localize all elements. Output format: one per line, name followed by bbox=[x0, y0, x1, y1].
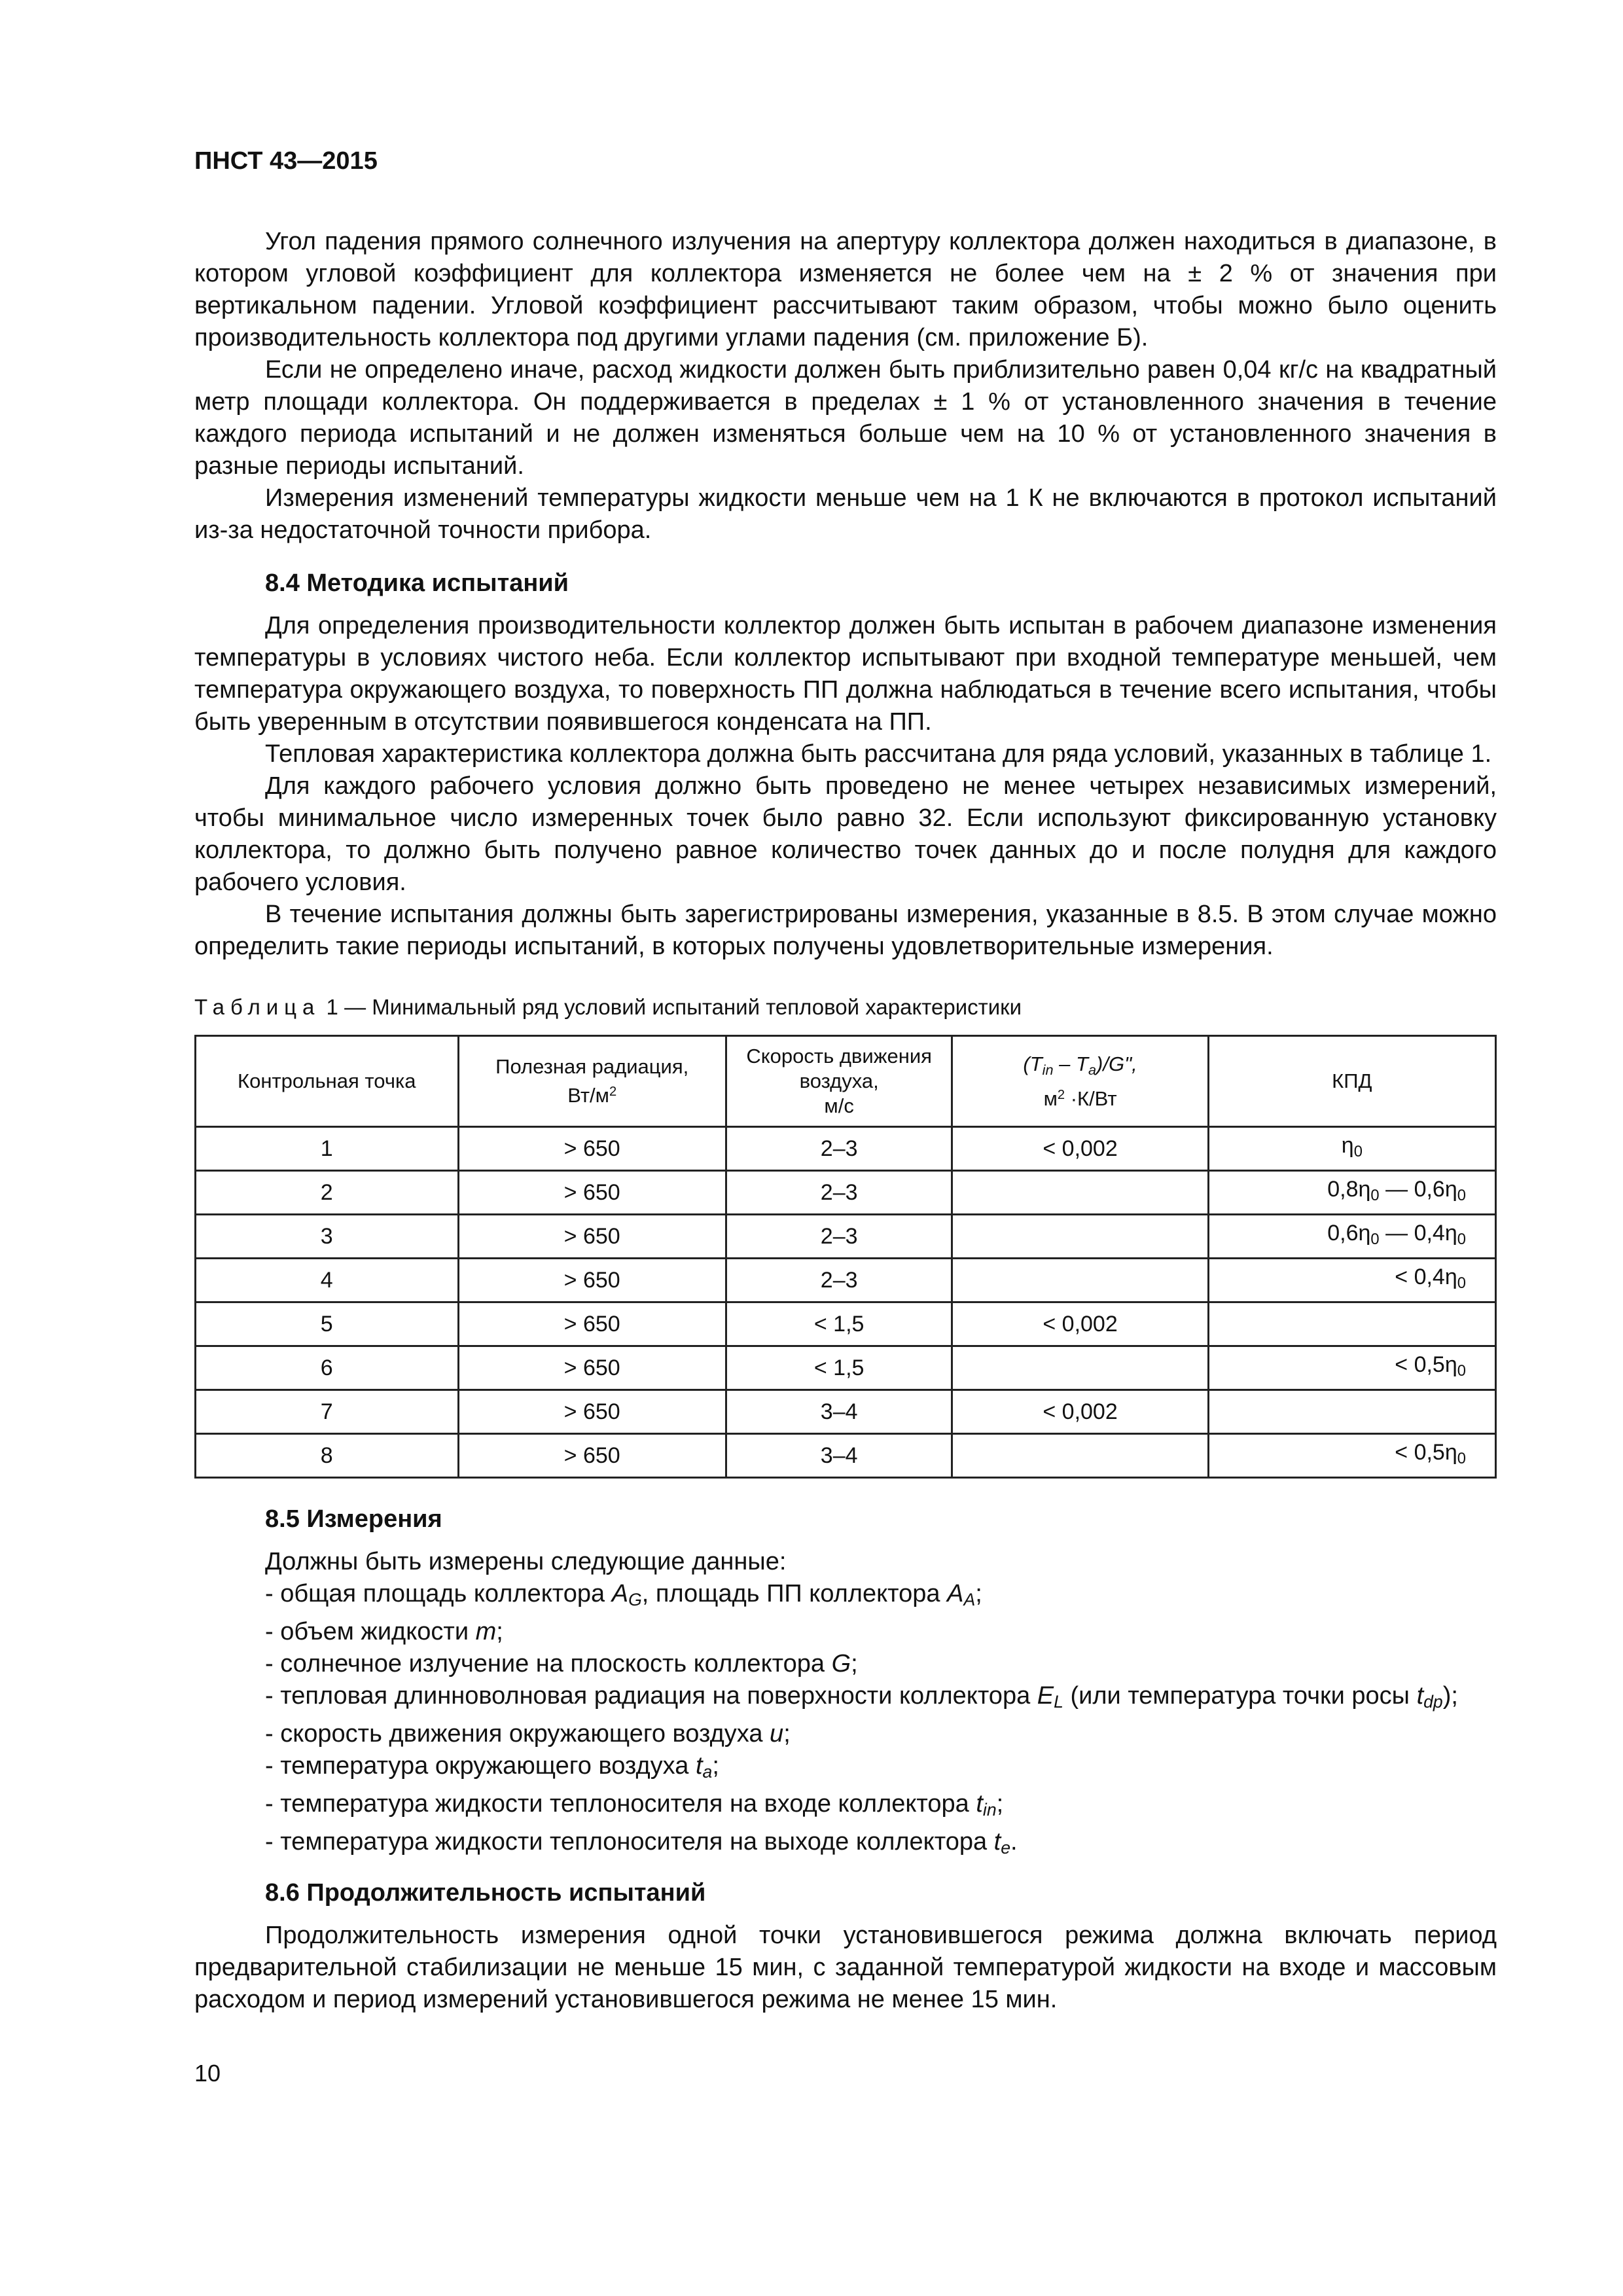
cell-speed: 3–4 bbox=[726, 1434, 952, 1478]
cell-efficiency bbox=[1208, 1302, 1495, 1346]
cell-speed: 2–3 bbox=[726, 1171, 952, 1215]
cell-radiation: > 650 bbox=[458, 1434, 726, 1478]
cell-speed: 2–3 bbox=[726, 1215, 952, 1259]
test-conditions-table bbox=[194, 1035, 1497, 1479]
table-header-row bbox=[196, 1036, 1496, 1127]
cell-point: 2 bbox=[196, 1171, 459, 1215]
cell-efficiency: < $0,5\eta_0$ bbox=[1208, 1346, 1495, 1390]
cell-temp bbox=[952, 1215, 1208, 1259]
section-8-6-title: 8.6 Продолжительность испытаний bbox=[265, 1879, 706, 1907]
section-8-4-paragraph-2: Тепловая характеристика коллектора должна быть рассчитана для ряда условий, указанных в таблице 1. bbox=[265, 740, 1492, 768]
cell-efficiency: $0,8\eta_0$ — $0,6\eta_0$ bbox=[1208, 1171, 1495, 1215]
list-item: - общая площадь коллектора $A_G$, площадь ПП коллектора $A_A$; bbox=[265, 1580, 982, 1609]
list-item: - солнечное излучение на плоскость коллектора G; bbox=[265, 1650, 858, 1677]
cell-radiation: > 650 bbox=[458, 1215, 726, 1259]
section-8-4-paragraph-4: В течение испытания должны быть зарегистрированы измерения, указанные в 8.5. В этом случае можно определить такие периоды испытаний, в которых получены удовлетворительные измерения. bbox=[194, 901, 1497, 960]
cell-radiation: > 650 bbox=[458, 1127, 726, 1171]
section-8-5-lead: Должны быть измерены следующие данные: bbox=[265, 1548, 787, 1575]
cell-speed: 2–3 bbox=[726, 1127, 952, 1171]
cell-point: 1 bbox=[196, 1127, 459, 1171]
page-number: 10 bbox=[194, 2060, 221, 2087]
table-row bbox=[196, 1127, 1496, 1171]
section-8-4-paragraph-1: Для определения производительности коллектор должен быть испытан в рабочем диапазоне изменения температуры в условиях чистого неба. Если коллектор испытывают при входной температуре меньшей, чем температура окружающего воздуха, то поверхность ПП должна наблюдаться в течение всего испытания, чтобы быть уверенным в отсутствии появившегося конденсата на ПП. bbox=[194, 612, 1497, 736]
table-row bbox=[196, 1171, 1496, 1215]
table-caption-text: 1 — Минимальный ряд условий испытаний тепловой характеристики bbox=[320, 995, 1022, 1019]
cell-efficiency: $0,6\eta_0$ — $0,4\eta_0$ bbox=[1208, 1215, 1495, 1259]
cell-temp bbox=[952, 1346, 1208, 1390]
cell-efficiency: < $0,4\eta_0$ bbox=[1208, 1259, 1495, 1302]
header-temperature-difference: $(T_{in} - T_a)/G$", $м^2 \cdot К/Вт$ bbox=[952, 1036, 1208, 1127]
header-efficiency: КПД bbox=[1208, 1036, 1495, 1127]
list-item: - скорость движения окружающего воздуха u; bbox=[265, 1720, 791, 1748]
cell-temp: < 0,002 bbox=[952, 1302, 1208, 1346]
list-item: - температура жидкости теплоносителя на входе коллектора $t_{in}$; bbox=[265, 1790, 1004, 1820]
cell-radiation: > 650 bbox=[458, 1302, 726, 1346]
cell-radiation: > 650 bbox=[458, 1259, 726, 1302]
table-row bbox=[196, 1302, 1496, 1346]
cell-speed: < 1,5 bbox=[726, 1346, 952, 1390]
cell-speed: 3–4 bbox=[726, 1390, 952, 1434]
table-caption-word: Таблица bbox=[194, 995, 321, 1019]
table-row bbox=[196, 1215, 1496, 1259]
cell-point: 7 bbox=[196, 1390, 459, 1434]
cell-point: 5 bbox=[196, 1302, 459, 1346]
measurements-list bbox=[194, 1578, 1497, 1864]
cell-temp bbox=[952, 1171, 1208, 1215]
cell-temp: < 0,002 bbox=[952, 1127, 1208, 1171]
list-item: - объем жидкости m; bbox=[265, 1618, 503, 1645]
section-8-5-title: 8.5 Измерения bbox=[265, 1505, 442, 1533]
table-row bbox=[196, 1259, 1496, 1302]
cell-point: 4 bbox=[196, 1259, 459, 1302]
header-control-point: Контрольная точка bbox=[196, 1036, 459, 1127]
cell-radiation: > 650 bbox=[458, 1346, 726, 1390]
header-radiation: Полезная радиация, $Вт/м^2$ bbox=[458, 1036, 726, 1127]
cell-temp bbox=[952, 1259, 1208, 1302]
cell-point: 6 bbox=[196, 1346, 459, 1390]
cell-efficiency: $\eta_0$ bbox=[1208, 1127, 1495, 1171]
cell-radiation: > 650 bbox=[458, 1390, 726, 1434]
table-row bbox=[196, 1434, 1496, 1478]
cell-speed: 2–3 bbox=[726, 1259, 952, 1302]
cell-temp: < 0,002 bbox=[952, 1390, 1208, 1434]
table-body bbox=[196, 1127, 1496, 1478]
intro-paragraph-3: Измерения изменений температуры жидкости меньше чем на 1 К не включаются в протокол испытаний из-за недостаточной точности прибора. bbox=[194, 484, 1497, 544]
intro-paragraph-1: Угол падения прямого солнечного излучения на апертуру коллектора должен находиться в диапазоне, в котором угловой коэффициент для коллектора изменяется не более чем на ± 2 % от значения при вертикальном падении. Угловой коэффициент рассчитывают таким образом, чтобы можно было оценить производительность коллектора под другими углами падения (см. приложение Б). bbox=[194, 228, 1497, 351]
intro-paragraph-2: Если не определено иначе, расход жидкости должен быть приблизительно равен 0,04 кг/с на квадратный метр площади коллектора. Он поддерживается в пределах ± 1 % от установленного значения в течение каждого периода испытаний и не должен изменяться больше чем на 10 % от установленного значения в разные периоды испытаний. bbox=[194, 356, 1497, 480]
list-item: - температура окружающего воздуха $t_a$; bbox=[265, 1752, 719, 1782]
table-row bbox=[196, 1390, 1496, 1434]
table-row bbox=[196, 1346, 1496, 1390]
section-8-6-paragraph: Продолжительность измерения одной точки установившегося режима должна включать период предварительной стабилизации не меньше 15 мин, с заданной температурой жидкости на входе и массовым расходом и период измерений установившегося режима не менее 15 мин. bbox=[194, 1922, 1497, 2013]
section-8-4-paragraph-3: Для каждого рабочего условия должно быть проведено не менее четырех независимых измерений, чтобы минимальное число измеренных точек было равно 32. Если используют фиксированную установку коллектора, то должно быть получено равное количество точек данных до и после полудня для каждого рабочего условия. bbox=[194, 772, 1497, 896]
cell-radiation: > 650 bbox=[458, 1171, 726, 1215]
cell-point: 8 bbox=[196, 1434, 459, 1478]
cell-efficiency bbox=[1208, 1390, 1495, 1434]
cell-temp bbox=[952, 1434, 1208, 1478]
cell-efficiency: < $0,5\eta_0$ bbox=[1208, 1434, 1495, 1478]
table-caption bbox=[194, 994, 1497, 1020]
cell-point: 3 bbox=[196, 1215, 459, 1259]
list-item: - температура жидкости теплоносителя на выходе коллектора $t_e$. bbox=[265, 1828, 1018, 1857]
header-air-speed: Скорость движения воздуха, м/с bbox=[726, 1036, 952, 1127]
section-8-4-title: 8.4 Методика испытаний bbox=[265, 569, 569, 597]
document-body bbox=[194, 226, 1497, 2016]
list-item: - тепловая длинноволновая радиация на поверхности коллектора $E_L$ (или температура точки росы $t_{dp}$); bbox=[265, 1682, 1458, 1712]
cell-speed: < 1,5 bbox=[726, 1302, 952, 1346]
doc-header: ПНСТ 43—2015 bbox=[194, 147, 378, 175]
